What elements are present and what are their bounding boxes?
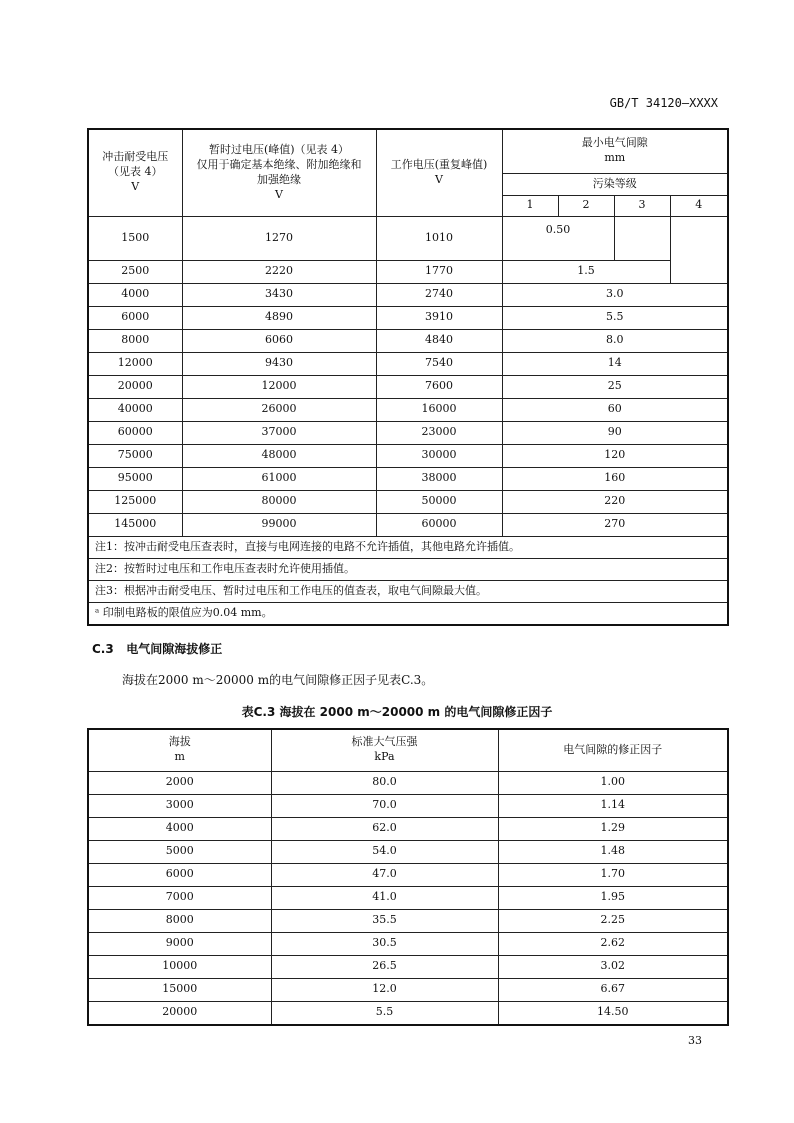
pollution-level-2: 2 [558, 195, 614, 216]
table-row [88, 817, 728, 840]
header-altitude: 海拔 m [88, 729, 271, 771]
impulse-voltage-cell: 75000 [88, 444, 182, 467]
temporary-overvoltage-cell: 26000 [182, 398, 376, 421]
pressure-cell: 12.0 [271, 978, 498, 1001]
working-voltage-cell: 60000 [376, 513, 502, 536]
table-note: 注2：按暂时过电压和工作电压查表时允许使用插值。 [88, 558, 728, 580]
factor-cell: 6.67 [498, 978, 728, 1001]
factor-cell: 1.95 [498, 886, 728, 909]
table-row [88, 398, 728, 421]
pressure-cell: 54.0 [271, 840, 498, 863]
factor-cell: 14.50 [498, 1001, 728, 1025]
table-row [88, 771, 728, 794]
table-row [88, 863, 728, 886]
impulse-voltage-cell: 8000 [88, 329, 182, 352]
temporary-overvoltage-cell: 61000 [182, 467, 376, 490]
working-voltage-cell: 7540 [376, 352, 502, 375]
table-row [88, 444, 728, 467]
table-row [88, 283, 728, 306]
table-row [88, 1001, 728, 1025]
temporary-overvoltage-cell: 48000 [182, 444, 376, 467]
altitude-cell: 2000 [88, 771, 271, 794]
table-note: 注3：根据冲击耐受电压、暂时过电压和工作电压的值查表，取电气间隙最大值。 [88, 580, 728, 602]
working-voltage-cell: 7600 [376, 375, 502, 398]
header-correction-factor: 电气间隙的修正因子 [498, 729, 728, 771]
factor-cell: 1.29 [498, 817, 728, 840]
section-heading: C.3 电气间隙海拔修正 [92, 642, 223, 656]
altitude-cell: 10000 [88, 955, 271, 978]
clearance-cell: 3.0 [502, 283, 728, 306]
temporary-overvoltage-cell: 80000 [182, 490, 376, 513]
impulse-voltage-cell: 6000 [88, 306, 182, 329]
working-voltage-cell: 16000 [376, 398, 502, 421]
altitude-correction-table [87, 728, 729, 1026]
pressure-cell: 47.0 [271, 863, 498, 886]
temporary-overvoltage-cell: 6060 [182, 329, 376, 352]
altitude-cell: 8000 [88, 909, 271, 932]
standard-number: GB/T 34120—XXXX [609, 96, 718, 110]
table-row [88, 886, 728, 909]
pressure-cell: 5.5 [271, 1001, 498, 1025]
table-row [88, 352, 728, 375]
header-pollution-degree: 污染等级 [502, 173, 728, 195]
impulse-voltage-cell: 4000 [88, 283, 182, 306]
factor-cell: 1.70 [498, 863, 728, 886]
table-note: 注1：按冲击耐受电压查表时，直接与电网连接的电路不允许插值，其他电路允许插值。 [88, 536, 728, 558]
pressure-cell: 70.0 [271, 794, 498, 817]
table-row [88, 955, 728, 978]
temporary-overvoltage-cell: 2220 [182, 260, 376, 283]
table-row [88, 840, 728, 863]
factor-cell: 2.62 [498, 932, 728, 955]
working-voltage-cell: 2740 [376, 283, 502, 306]
temporary-overvoltage-cell: 99000 [182, 513, 376, 536]
clearance-table [87, 128, 729, 626]
clearance-cell: 220 [502, 490, 728, 513]
clearance-cell: 8.0 [502, 329, 728, 352]
working-voltage-cell: 4840 [376, 329, 502, 352]
working-voltage-cell: 50000 [376, 490, 502, 513]
clearance-cell: 14 [502, 352, 728, 375]
table-row [88, 306, 728, 329]
pressure-cell: 41.0 [271, 886, 498, 909]
body-paragraph: 海拔在2000 m～20000 m的电气间隙修正因子见表C.3。 [122, 673, 434, 687]
temporary-overvoltage-cell: 12000 [182, 375, 376, 398]
working-voltage-cell: 30000 [376, 444, 502, 467]
header-pressure: 标准大气压强 kPa [271, 729, 498, 771]
working-voltage-cell: 23000 [376, 421, 502, 444]
impulse-voltage-cell: 20000 [88, 375, 182, 398]
altitude-cell: 3000 [88, 794, 271, 817]
working-voltage-cell: 1010 [376, 216, 502, 260]
impulse-voltage-cell: 125000 [88, 490, 182, 513]
table-row [88, 513, 728, 536]
table-caption: 表C.3 海拔在 2000 m～20000 m 的电气间隙修正因子 [241, 705, 553, 719]
table-row [88, 794, 728, 817]
pressure-cell: 35.5 [271, 909, 498, 932]
temporary-overvoltage-cell: 4890 [182, 306, 376, 329]
clearance-cell: 25 [502, 375, 728, 398]
altitude-cell: 6000 [88, 863, 271, 886]
factor-cell: 2.25 [498, 909, 728, 932]
pressure-cell: 26.5 [271, 955, 498, 978]
impulse-voltage-cell: 60000 [88, 421, 182, 444]
altitude-cell: 7000 [88, 886, 271, 909]
pollution-level-3: 3 [614, 195, 670, 216]
impulse-voltage-cell: 12000 [88, 352, 182, 375]
factor-cell: 3.02 [498, 955, 728, 978]
clearance-cell: 160 [502, 467, 728, 490]
clearance-cell: 120 [502, 444, 728, 467]
header-working-voltage: 工作电压(重复峰值) V [376, 129, 502, 216]
table-row [88, 467, 728, 490]
factor-cell: 1.00 [498, 771, 728, 794]
table-row [88, 932, 728, 955]
impulse-voltage-cell: 145000 [88, 513, 182, 536]
page-number: 33 [688, 1034, 702, 1047]
clearance-cell: 1.5 [502, 260, 670, 283]
header-min-clearance: 最小电气间隙 mm [502, 129, 728, 173]
pollution-level-4: 4 [670, 195, 728, 216]
table-row [88, 909, 728, 932]
table-row [88, 329, 728, 352]
altitude-cell: 4000 [88, 817, 271, 840]
pressure-cell: 62.0 [271, 817, 498, 840]
impulse-voltage-cell: 2500 [88, 260, 182, 283]
table-row [88, 375, 728, 398]
factor-cell: 1.14 [498, 794, 728, 817]
altitude-cell: 20000 [88, 1001, 271, 1025]
header-impulse-voltage: 冲击耐受电压 （见表 4） V [88, 129, 182, 216]
altitude-cell: 5000 [88, 840, 271, 863]
clearance-cell: 60 [502, 398, 728, 421]
factor-cell: 1.48 [498, 840, 728, 863]
pressure-cell: 80.0 [271, 771, 498, 794]
header-temporary-overvoltage: 暂时过电压(峰值)（见表 4） 仅用于确定基本绝缘、附加绝缘和 加强绝缘 V [182, 129, 376, 216]
clearance-cell: 90 [502, 421, 728, 444]
pressure-cell: 30.5 [271, 932, 498, 955]
table-row [88, 978, 728, 1001]
working-voltage-cell: 38000 [376, 467, 502, 490]
temporary-overvoltage-cell: 9430 [182, 352, 376, 375]
temporary-overvoltage-cell: 3430 [182, 283, 376, 306]
clearance-cell: 0.50 [502, 216, 614, 260]
table-footnote: ᵃ 印制电路板的限值应为0.04 mm。 [88, 602, 728, 625]
altitude-cell: 15000 [88, 978, 271, 1001]
impulse-voltage-cell: 1500 [88, 216, 182, 260]
working-voltage-cell: 3910 [376, 306, 502, 329]
temporary-overvoltage-cell: 37000 [182, 421, 376, 444]
clearance-cell: 5.5 [502, 306, 728, 329]
clearance-cell: 270 [502, 513, 728, 536]
working-voltage-cell: 1770 [376, 260, 502, 283]
table-row [88, 421, 728, 444]
impulse-voltage-cell: 95000 [88, 467, 182, 490]
impulse-voltage-cell: 40000 [88, 398, 182, 421]
table-row [88, 490, 728, 513]
altitude-cell: 9000 [88, 932, 271, 955]
temporary-overvoltage-cell: 1270 [182, 216, 376, 260]
pollution-level-1: 1 [502, 195, 558, 216]
